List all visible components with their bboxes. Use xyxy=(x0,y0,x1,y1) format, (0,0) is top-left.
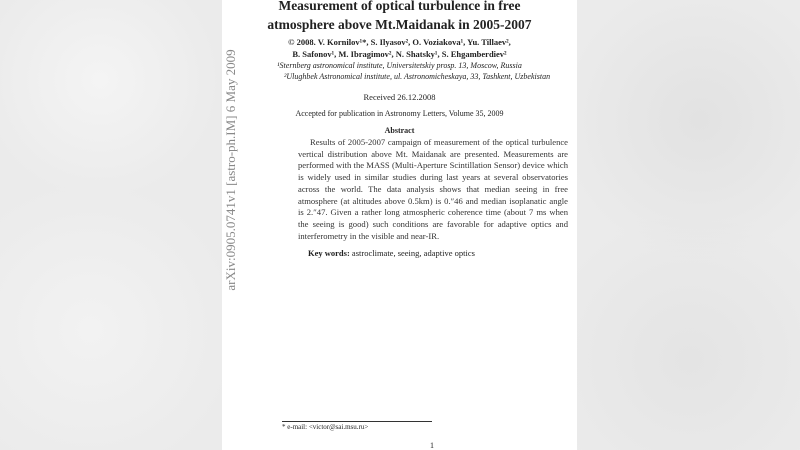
footnote-email: * e-mail: <victor@sai.msu.ru> xyxy=(282,423,369,431)
title-line-1: Measurement of optical turbulence in free xyxy=(278,0,521,13)
received-date: Received 26.12.2008 xyxy=(363,92,436,102)
authors-line-2: B. Safonov¹, M. Ibragimov², N. Shatsky¹, S. Ehgamberdiev² xyxy=(292,49,507,59)
abstract-heading: Abstract xyxy=(384,126,415,135)
keywords-label: Key words: xyxy=(308,248,350,259)
keywords xyxy=(308,248,568,258)
affiliation-1: ¹Sternberg astronomical institute, Universitetskiy prosp. 13, Moscow, Russia xyxy=(277,61,522,70)
footnote-rule xyxy=(282,421,432,422)
title-line-2: atmosphere above Mt.Maidanak in 2005-2007 xyxy=(267,17,532,32)
abstract-text: Results of 2005-2007 campaign of measurement of the optical turbulence vertical distribution above Mt. Maidanak are presented. Measurements are performed with the MASS (Multi-Aperture Scintillation Sensor) device which is widely used in similar studies during last years at several observatories across the world. The data analysis shows that median seeing in free atmosphere (at altitudes above 0.5km) is 0.″46 and median isoplanatic angle is 2.″47. Given a rather long atmospheric coherence time (about 7 ms when the seeing is good) such conditions are favorable for adaptive optics and interferometry in the visible and near-IR. xyxy=(298,137,568,241)
abstract-block xyxy=(298,137,568,258)
arxiv-stamp: arXiv:0905.0741v1 [astro-ph.IM] 6 May 2009 xyxy=(223,49,238,291)
keywords-value: astroclimate, seeing, adaptive optics xyxy=(351,248,475,259)
affiliation-2: ²Ulughbek Astronomical institute, ul. Astronomicheskaya, 33, Tashkent, Uzbekistan xyxy=(284,72,551,81)
paper-page xyxy=(222,0,577,450)
accepted-note: Accepted for publication in Astronomy Letters, Volume 35, 2009 xyxy=(295,109,504,118)
authors-line-1: © 2008. V. Kornilov¹*, S. Ilyasov², O. Voziakova¹, Yu. Tillaev², xyxy=(288,37,511,47)
page-number: 1 xyxy=(430,441,434,450)
